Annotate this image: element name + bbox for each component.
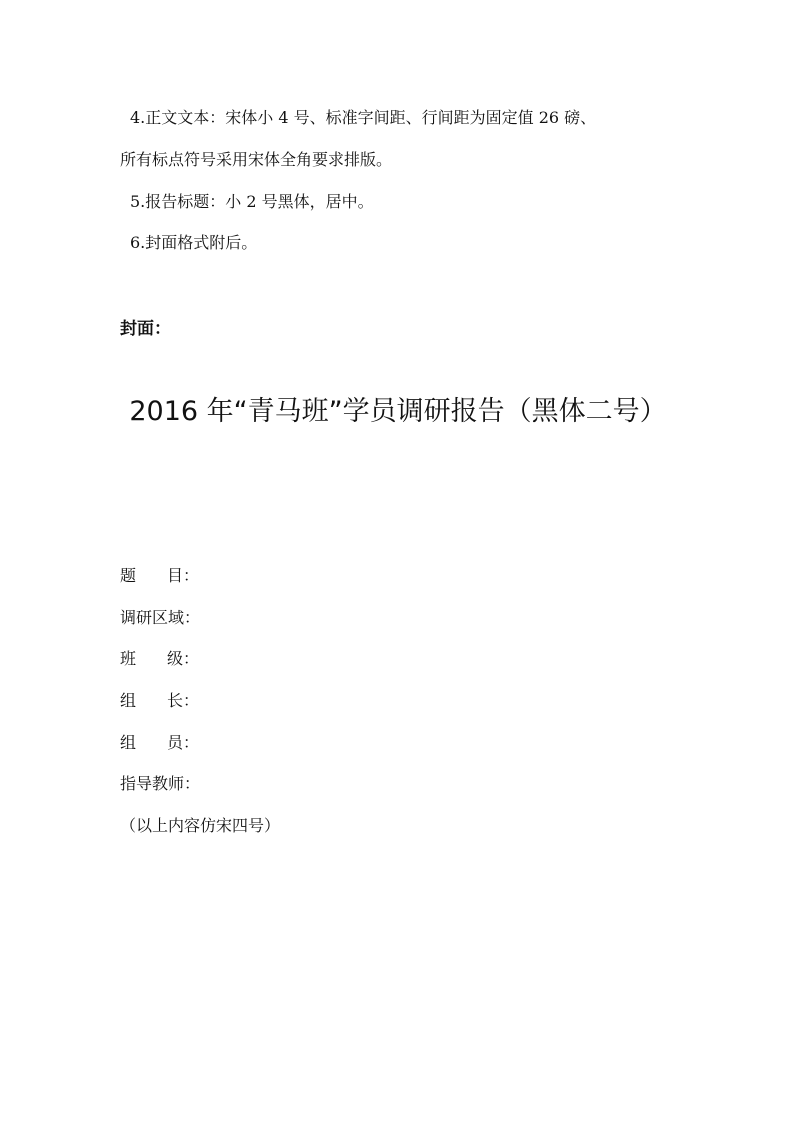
field-topic-char1: 题 <box>120 566 137 585</box>
footnote: （以上内容仿宋四号） <box>120 816 281 835</box>
field-topic <box>120 566 199 586</box>
field-members-char1: 组 <box>120 733 137 752</box>
field-class-char2: 级： <box>167 649 200 668</box>
field-members <box>120 733 199 753</box>
rule-line-4-continued: 所有标点符号采用宋体全角要求排版。 <box>120 150 393 169</box>
field-research-area: 调研区域： <box>120 608 201 627</box>
field-leader <box>120 691 199 711</box>
rule-line-4: 4.正文文本：宋体小 4 号、标准字间距、行间距为固定值 26 磅、 <box>130 108 597 127</box>
field-topic-char2: 目： <box>167 566 200 585</box>
rule-line-6: 6.封面格式附后。 <box>130 233 258 252</box>
field-advisor: 指导教师： <box>120 774 201 793</box>
field-leader-char1: 组 <box>120 691 137 710</box>
field-class-char1: 班 <box>120 649 137 668</box>
field-members-char2: 员： <box>167 733 200 752</box>
report-title: 2016 年“青马班”学员调研报告（黑体二号） <box>129 396 667 427</box>
field-leader-char2: 长： <box>167 691 200 710</box>
field-class <box>120 649 199 669</box>
cover-heading: 封面： <box>120 319 171 339</box>
rule-line-5: 5.报告标题：小 2 号黑体，居中。 <box>130 192 374 211</box>
